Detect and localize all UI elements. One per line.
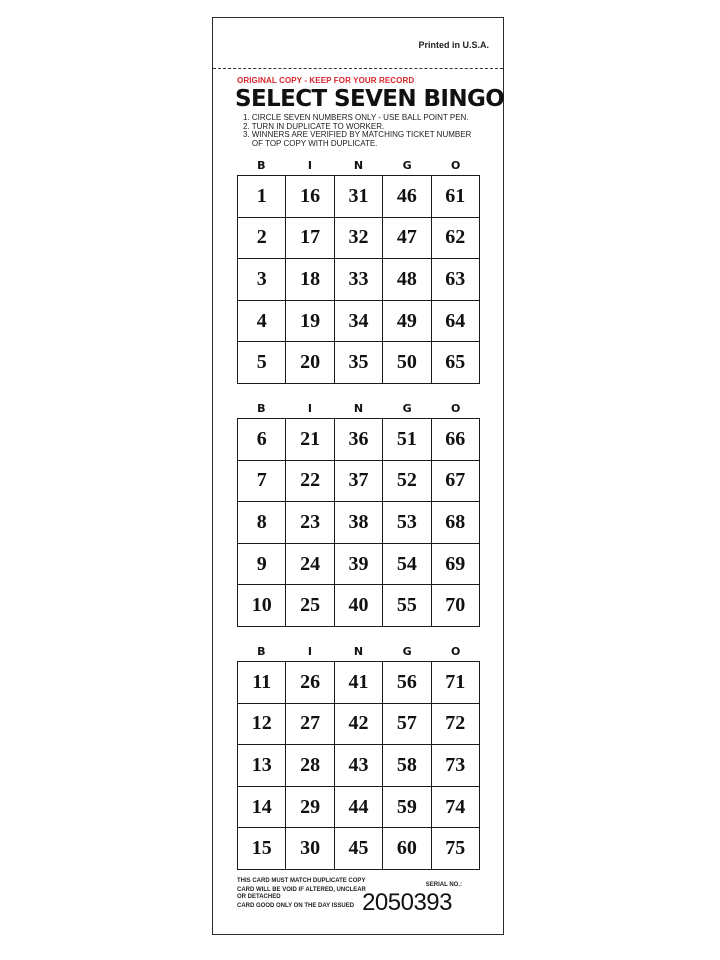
bingo-number-cell[interactable]: 42 — [335, 704, 383, 746]
bingo-number-cell[interactable]: 9 — [238, 544, 286, 586]
bingo-number-cell[interactable]: 47 — [383, 218, 431, 260]
bingo-header-letter: N — [353, 159, 364, 172]
bingo-number-cell[interactable]: 54 — [383, 544, 431, 586]
bingo-number-cell[interactable]: 5 — [238, 342, 286, 384]
bingo-number-cell[interactable]: 16 — [286, 176, 334, 218]
bingo-number-cell[interactable]: 58 — [383, 745, 431, 787]
bingo-number-cell[interactable]: 39 — [335, 544, 383, 586]
bingo-header — [237, 400, 480, 418]
bingo-number-cell[interactable]: 20 — [286, 342, 334, 384]
perforation-line — [213, 68, 503, 69]
bingo-header-letter: I — [307, 645, 312, 658]
bingo-header-letter: O — [451, 402, 461, 415]
bingo-header-letter: G — [402, 645, 412, 658]
bingo-number-cell[interactable]: 70 — [432, 585, 480, 627]
bingo-number-cell[interactable]: 67 — [432, 461, 480, 503]
bingo-number-cell[interactable]: 30 — [286, 828, 334, 870]
bingo-header-letter: N — [353, 645, 364, 658]
bingo-number-cell[interactable]: 21 — [286, 419, 334, 461]
bingo-number-cell[interactable]: 24 — [286, 544, 334, 586]
serial-number: 2050393 — [362, 889, 452, 916]
bingo-number-cell[interactable]: 61 — [432, 176, 480, 218]
bingo-number-cell[interactable]: 17 — [286, 218, 334, 260]
serial-label: SERIAL NO.: — [425, 882, 462, 888]
bingo-number-cell[interactable]: 52 — [383, 461, 431, 503]
bingo-number-cell[interactable]: 48 — [383, 259, 431, 301]
bingo-number-cell[interactable]: 51 — [383, 419, 431, 461]
bingo-number-cell[interactable]: 25 — [286, 585, 334, 627]
bingo-number-cell[interactable]: 11 — [238, 662, 286, 704]
bingo-number-cell[interactable]: 46 — [383, 176, 431, 218]
bingo-header-letter: B — [257, 402, 266, 415]
copy-note: ORIGINAL COPY - KEEP FOR YOUR RECORD — [237, 76, 415, 85]
instruction-item: 3. WINNERS ARE VERIFIED BY MATCHING TICKET NUMBER — [243, 130, 472, 139]
bingo-number-cell[interactable]: 72 — [432, 704, 480, 746]
instructions-list — [243, 114, 471, 148]
bingo-number-cell[interactable]: 69 — [432, 544, 480, 586]
bingo-number-cell[interactable]: 31 — [335, 176, 383, 218]
bingo-number-cell[interactable]: 23 — [286, 502, 334, 544]
bingo-number-cell[interactable]: 59 — [383, 787, 431, 829]
bingo-number-cell[interactable]: 12 — [238, 704, 286, 746]
bingo-number-cell[interactable]: 55 — [383, 585, 431, 627]
bingo-number-cell[interactable]: 64 — [432, 301, 480, 343]
bingo-number-cell[interactable]: 10 — [238, 585, 286, 627]
bingo-header-letter: O — [451, 159, 461, 172]
good-only-note: CARD GOOD ONLY ON THE DAY ISSUED — [237, 903, 355, 909]
bingo-number-cell[interactable]: 15 — [238, 828, 286, 870]
instruction-item: 2. TURN IN DUPLICATE TO WORKER. — [243, 121, 385, 131]
footer-notes — [237, 878, 377, 910]
bingo-grid — [237, 661, 480, 870]
bingo-number-cell[interactable]: 66 — [432, 419, 480, 461]
bingo-number-cell[interactable]: 1 — [238, 176, 286, 218]
bingo-number-cell[interactable]: 18 — [286, 259, 334, 301]
bingo-number-cell[interactable]: 26 — [286, 662, 334, 704]
bingo-number-cell[interactable]: 43 — [335, 745, 383, 787]
bingo-number-cell[interactable]: 33 — [335, 259, 383, 301]
must-match-note: THIS CARD MUST MATCH DUPLICATE COPY — [237, 878, 366, 884]
bingo-number-cell[interactable]: 49 — [383, 301, 431, 343]
bingo-number-cell[interactable]: 62 — [432, 218, 480, 260]
bingo-number-cell[interactable]: 60 — [383, 828, 431, 870]
bingo-number-cell[interactable]: 34 — [335, 301, 383, 343]
bingo-number-cell[interactable]: 57 — [383, 704, 431, 746]
bingo-number-cell[interactable]: 44 — [335, 787, 383, 829]
bingo-number-cell[interactable]: 36 — [335, 419, 383, 461]
bingo-number-cell[interactable]: 8 — [238, 502, 286, 544]
bingo-number-cell[interactable]: 41 — [335, 662, 383, 704]
bingo-number-cell[interactable]: 75 — [432, 828, 480, 870]
bingo-number-cell[interactable]: 4 — [238, 301, 286, 343]
bingo-number-cell[interactable]: 45 — [335, 828, 383, 870]
bingo-ticket — [212, 17, 504, 935]
bingo-number-cell[interactable]: 63 — [432, 259, 480, 301]
bingo-number-cell[interactable]: 22 — [286, 461, 334, 503]
bingo-grid — [237, 418, 480, 627]
bingo-number-cell[interactable]: 53 — [383, 502, 431, 544]
bingo-header-letter: B — [257, 159, 266, 172]
bingo-number-cell[interactable]: 19 — [286, 301, 334, 343]
bingo-number-cell[interactable]: 68 — [432, 502, 480, 544]
printed-in-label: Printed in U.S.A. — [418, 40, 489, 50]
bingo-header-letter: G — [402, 402, 412, 415]
bingo-number-cell[interactable]: 37 — [335, 461, 383, 503]
bingo-number-cell[interactable]: 56 — [383, 662, 431, 704]
bingo-number-cell[interactable]: 71 — [432, 662, 480, 704]
bingo-header-letter: B — [257, 645, 266, 658]
ticket-title: SELECT SEVEN BINGO — [235, 86, 505, 112]
instruction-item: OF TOP COPY WITH DUPLICATE. — [243, 138, 378, 148]
bingo-card-1 — [237, 157, 480, 384]
bingo-number-cell[interactable]: 3 — [238, 259, 286, 301]
bingo-number-cell[interactable]: 74 — [432, 787, 480, 829]
bingo-number-cell[interactable]: 73 — [432, 745, 480, 787]
void-note-line-2: OR DETACHED — [237, 894, 281, 900]
bingo-number-cell[interactable]: 2 — [238, 218, 286, 260]
bingo-header-letter: I — [307, 402, 312, 415]
bingo-number-cell[interactable]: 27 — [286, 704, 334, 746]
bingo-number-cell[interactable]: 28 — [286, 745, 334, 787]
instruction-item: 1. CIRCLE SEVEN NUMBERS ONLY - USE BALL POINT PEN. — [243, 113, 469, 122]
bingo-header — [237, 157, 480, 175]
bingo-number-cell[interactable]: 13 — [238, 745, 286, 787]
bingo-header — [237, 643, 480, 661]
bingo-number-cell[interactable]: 50 — [383, 342, 431, 384]
bingo-number-cell[interactable]: 38 — [335, 502, 383, 544]
bingo-number-cell[interactable]: 6 — [238, 419, 286, 461]
bingo-header-letter: G — [402, 159, 412, 172]
bingo-number-cell[interactable]: 7 — [238, 461, 286, 503]
bingo-grid — [237, 175, 480, 384]
bingo-number-cell[interactable]: 65 — [432, 342, 480, 384]
bingo-header-letter: O — [451, 645, 461, 658]
bingo-number-cell[interactable]: 14 — [238, 787, 286, 829]
bingo-header-letter: I — [307, 159, 312, 172]
bingo-card-3 — [237, 643, 480, 870]
void-note-line-1: CARD WILL BE VOID IF ALTERED, UNCLEAR — [237, 887, 366, 893]
bingo-number-cell[interactable]: 40 — [335, 585, 383, 627]
bingo-number-cell[interactable]: 32 — [335, 218, 383, 260]
bingo-number-cell[interactable]: 35 — [335, 342, 383, 384]
bingo-number-cell[interactable]: 29 — [286, 787, 334, 829]
bingo-card-2 — [237, 400, 480, 627]
bingo-header-letter: N — [353, 402, 364, 415]
